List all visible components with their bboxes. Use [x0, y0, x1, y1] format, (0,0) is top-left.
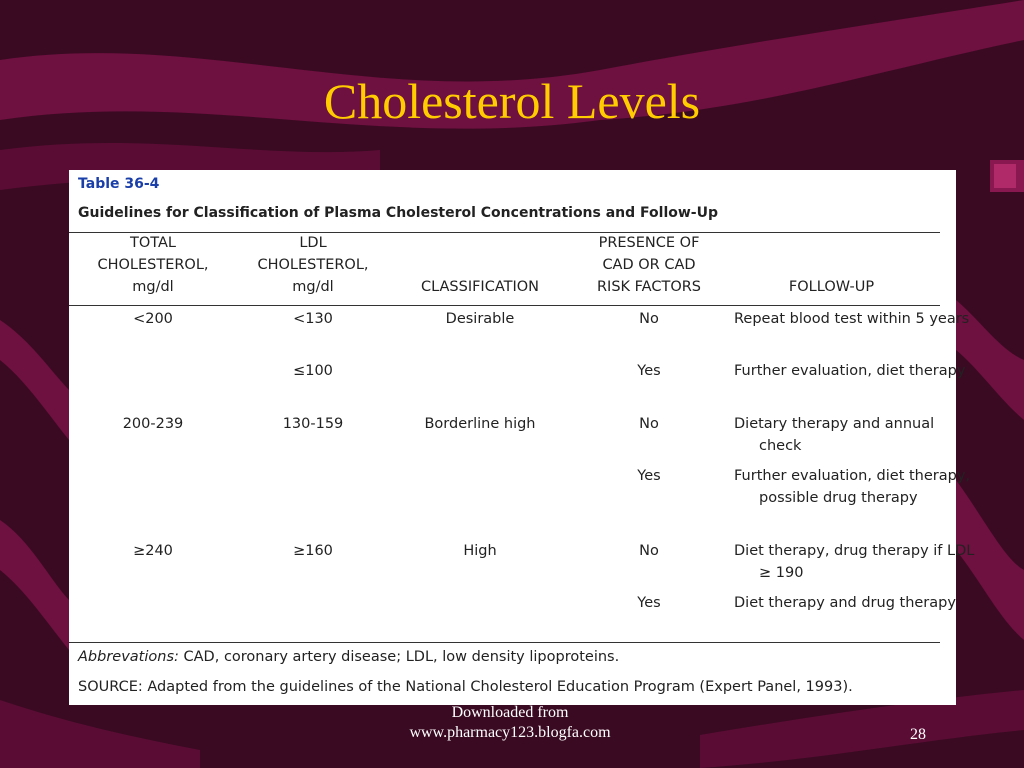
header-follow-up: FOLLOW-UP	[788, 279, 875, 295]
table-caption: Guidelines for Classification of Plasma Cholesterol Concentrations and Follow-Up	[78, 205, 719, 221]
cell-followup: Further evaluation, diet therapy, possible drug therapy	[734, 468, 971, 506]
header-cad-risk: PRESENCE OF CAD OR CAD RISK FACTORS	[596, 235, 702, 295]
footer-credit-line2: www.pharmacy123.blogfa.com	[409, 724, 611, 741]
cell-cad: Yes	[637, 363, 661, 379]
header-total-cholesterol: TOTAL CHOLESTEROL, mg/dl	[97, 235, 209, 295]
cell-followup: Dietary therapy and annual check	[734, 416, 935, 454]
footer-credit-line1: Downloaded from	[451, 704, 569, 721]
abbreviations-text: CAD, coronary artery disease; LDL, low density lipoproteins.	[183, 649, 620, 665]
cell-followup: Repeat blood test within 5 years	[734, 311, 970, 327]
cell-cad: No	[639, 543, 659, 559]
cell-followup: Diet therapy and drug therapy	[734, 595, 956, 611]
footer-credit	[360, 703, 660, 743]
abbreviations-note	[78, 649, 619, 665]
cell-classification: High	[463, 543, 497, 559]
header-classification: CLASSIFICATION	[420, 279, 540, 295]
slide-title: Cholesterol Levels	[323, 73, 701, 129]
source-note: SOURCE: Adapted from the guidelines of the National Cholesterol Education Program (Expert Panel, 1993).	[78, 679, 853, 695]
abbreviations-label: Abbrevations:	[78, 649, 179, 665]
cell-followup: Further evaluation, diet therapy	[734, 363, 966, 379]
cell-cad: Yes	[637, 468, 661, 484]
cell-cad: No	[639, 311, 659, 327]
cell-followup: Diet therapy, drug therapy if LDL ≥ 190	[734, 543, 975, 581]
table-bottom-rule	[69, 642, 940, 643]
cell-total: ≥240	[133, 543, 173, 559]
slide-number: 28	[910, 726, 926, 743]
cell-total: 200-239	[122, 416, 184, 432]
cell-total: <200	[133, 311, 173, 327]
cell-classification: Borderline high	[424, 416, 536, 432]
cell-ldl: 130-159	[282, 416, 344, 432]
table-panel	[69, 170, 975, 705]
cell-ldl: <130	[293, 311, 333, 327]
cell-cad: No	[639, 416, 659, 432]
header-bottom-rule	[69, 305, 940, 306]
cell-ldl: ≤100	[293, 363, 333, 379]
table-number: Table 36-4	[78, 176, 160, 192]
header-ldl-cholesterol: LDL CHOLESTEROL, mg/dl	[257, 235, 369, 295]
cell-classification: Desirable	[445, 311, 515, 327]
cell-ldl: ≥160	[293, 543, 333, 559]
cell-cad: Yes	[637, 595, 661, 611]
